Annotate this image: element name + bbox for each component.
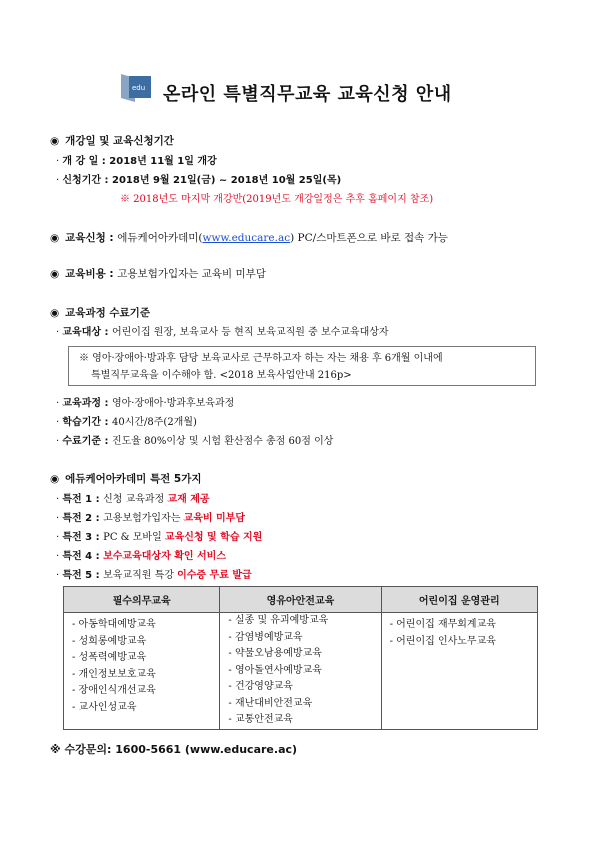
section-marker: ◉	[50, 473, 60, 485]
list-item: - 건강영양교육	[228, 681, 293, 692]
list-item: - 교통안전교육	[228, 714, 293, 725]
table-cell-mandatory	[64, 613, 220, 730]
curriculum-table	[63, 586, 538, 730]
table-cell-safety	[220, 613, 381, 730]
course-target-line: · 교육대상 : 어린이집 원장, 보육교사 등 현직 보육교직원 중 보수교육대상자	[56, 327, 389, 338]
table-header: 필수의무교육	[64, 587, 220, 613]
page-title: 온라인 특별직무교육 교육신청 안내	[163, 84, 452, 105]
contact-line: ※ 수강문의: 1600-5661 (www.educare.ac)	[50, 743, 298, 756]
table-cell-management	[381, 613, 537, 730]
list-item: - 개인정보보호교육	[72, 668, 156, 680]
list-item: - 어린이집 재무회계교육	[389, 619, 496, 630]
section-course-heading: ◉ 교육과정 수료기준	[50, 307, 150, 319]
list-item: - 아동학대예방교육	[72, 619, 156, 630]
table-header: 영유아안전교육	[220, 587, 381, 613]
contact-marker: ※	[50, 743, 61, 756]
schedule-note: ※ 2018년도 마지막 개강반(2019년도 개강일정은 추후 홈페이지 참조)	[120, 194, 434, 205]
schedule-start-line: · 개 강 일 : 2018년 11월 1일 개강	[56, 156, 217, 167]
list-item: - 장애인식개선교육	[72, 685, 156, 696]
educare-link[interactable]: www.educare.ac	[202, 232, 291, 244]
list-item: - 영아돌연사예방교육	[228, 664, 322, 676]
section-schedule-heading: ◉ 개강일 및 교육신청기간	[50, 135, 174, 147]
section-marker: ◉	[50, 232, 60, 244]
benefit-item: · 특전 1 : 신청 교육과정 교재 제공	[56, 494, 210, 505]
list-item: - 재난대비안전교육	[228, 697, 313, 709]
course-note-box	[68, 346, 536, 386]
course-completion-line: · 수료기준 : 진도율 80%이상 및 시험 환산점수 총점 60점 이상	[56, 436, 334, 447]
section-marker: ◉	[50, 268, 60, 280]
course-program-line: · 교육과정 : 영아·장애아·방과후보육과정	[56, 398, 235, 409]
list-item: - 성희롱예방교육	[72, 635, 147, 647]
table-header: 어린이집 운영관리	[381, 587, 537, 613]
benefit-item: · 특전 5 : 보육교직원 특강 이수증 무료 발급	[56, 570, 252, 581]
benefit-item: · 특전 2 : 고용보험가입자는 교육비 미부담	[56, 513, 246, 524]
list-item: - 교사인성교육	[72, 701, 137, 713]
schedule-apply-line: · 신청기간 : 2018년 9월 21일(금) ~ 2018년 10월 25일(목)	[56, 175, 342, 186]
list-item: - 감염병예방교육	[228, 631, 303, 643]
section-marker: ◉	[50, 307, 60, 319]
section-benefits-heading: ◉ 에듀케어아카데미 특전 5가지	[50, 473, 202, 485]
list-item: - 성폭력예방교육	[72, 652, 147, 663]
course-period-line: · 학습기간 : 40시간/8주(2개월)	[56, 417, 197, 428]
benefit-item: · 특전 3 : PC & 모바일 교육신청 및 학습 지원	[56, 532, 263, 543]
svg-text:edu: edu	[132, 84, 146, 92]
section-marker: ◉	[50, 135, 60, 147]
list-item: - 약물오남용예방교육	[228, 648, 322, 659]
course-note-line: 특별직무교육을 이수해야 함. <2018 보육사업안내 216p>	[91, 370, 352, 381]
educare-logo	[115, 72, 155, 106]
list-item: - 어린이집 인사노무교육	[389, 635, 496, 647]
course-note-line: ※ 영아·장애아·방과후 담당 보육교사로 근무하고자 하는 자는 채용 후 6개월 이내에	[79, 353, 443, 364]
list-item: - 실종 및 유괴예방교육	[228, 615, 329, 626]
section-cost: ◉ 교육비용 : 고용보험가입자는 교육비 미부담	[50, 268, 266, 280]
benefit-item: · 특전 4 : 보수교육대상자 확인 서비스	[56, 551, 226, 562]
section-apply: ◉ 교육신청 : 에듀케어아카데미(www.educare.ac) PC/스마트폰으로 바로 접속 가능	[50, 232, 448, 244]
